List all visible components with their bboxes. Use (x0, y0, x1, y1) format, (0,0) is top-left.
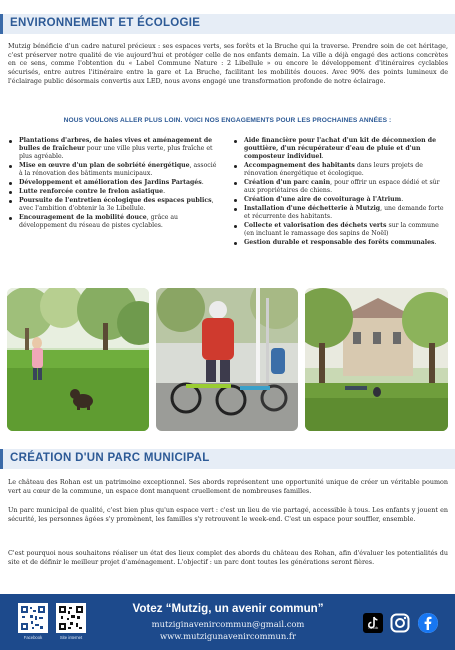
footer-banner (0, 594, 455, 650)
contact-email[interactable]: mutziginavenircommun@gmail.com (151, 619, 305, 629)
park-dog-photo (7, 288, 149, 431)
list-item: Aide financière pour l'achat d'un kit de déconnexion de gouttière, d'un récupérateur d'eau de pluie et d'un composteur individuel. (233, 137, 447, 161)
parc-paragraph-2: Un parc municipal de qualité, c'est bien plus qu'un espace vert : c'est un lieu de vie partagé, accessible à tous. Les enfants y jouent en sécurité, les personnes âgées s'y promènent, les familles s'y retrouvent le week-end. C'est un espace pour souffler, ensemble. (8, 506, 448, 523)
environnement-intro-paragraph: Mutzig bénéficie d'un cadre naturel précieux : ses espaces verts, ses forêts et la Bruche qui la traverse. Prendre soin de cet héritage, c'est préserver notre qualité de vie aujourd'hui et protéger celle de nos enfants demain. La ville a déjà engagé des actions concrètes en ce sens, comme l'obtention du « Label Commune Nature : 2 Libellule » ou encore le développement d'itinéraires cyclables sécurisés, entre autres l'itinéraire entre la gare et La Bruche, facilitant les mobilités douces. Avec 90% des points lumineux de l'éclairage public désormais convertis aux LED, nous avons engagé une transformation profonde de notre éclairage. (8, 42, 448, 85)
list-item: Accompagnement des habitants dans leurs projets de rénovation énergétique et écologique. (233, 162, 447, 178)
qr-code-icon[interactable] (18, 603, 48, 633)
tiktok-icon[interactable] (363, 613, 383, 633)
list-item: Encouragement de la mobilité douce, grâce au développement du réseau de pistes cyclables. (8, 214, 218, 230)
list-item: Création d'une aire de covoiturage à l'Atrium. (233, 196, 447, 204)
campaign-slogan: Votez “Mutzig, un avenir commun” (132, 602, 324, 615)
list-item: Poursuite de l'entretien écologique des espaces publics, avec l'ambition d'obtenir la 3e Libellule. (8, 197, 218, 213)
section-title-environnement: ENVIRONNEMENT ET ÉCOLOGIE (0, 14, 455, 34)
children-bicycles-photo (156, 288, 298, 431)
section-title-parc-municipal: CRÉATION D'UN PARC MUNICIPAL (0, 449, 455, 469)
qr-facebook-caption: Facebook (23, 635, 43, 640)
commitments-title: NOUS VOULONS ALLER PLUS LOIN. VOICI NOS ENGAGEMENTS POUR LES PROCHAINES ANNÉES : (63, 117, 392, 124)
tiktok-caption: TikTok (367, 626, 379, 630)
facebook-icon[interactable] (418, 613, 438, 633)
chateau-park-photo (305, 288, 448, 431)
commitments-list-left (8, 137, 218, 231)
qr-site-caption: Site internet (59, 635, 83, 640)
list-item: Création d'un parc canin, pour offrir un espace dédié et sûr aux propriétaires de chiens. (233, 179, 447, 195)
qr-code-icon[interactable] (56, 603, 86, 633)
commitments-list-right (233, 137, 447, 248)
campaign-website-link[interactable]: www.mutzigunavenircommun.fr (159, 631, 297, 641)
list-item: Plantations d'arbres, de haies vives et aménagement de bulles de fraîcheur pour une ville plus verte, plus fraîche et plus agréable. (8, 137, 218, 161)
parc-paragraph-3: C'est pourquoi nous souhaitons réaliser un état des lieux complet des abords du château des Rohan, afin d'évaluer les potentialités du site et de définir le meilleur projet d'aménagement. L'objectif : un parc dont toutes les générations seront fières. (8, 549, 448, 566)
list-item: Collecte et valorisation des déchets verts sur la commune (en incluant le ramassage des sapins de Noël) (233, 222, 447, 238)
instagram-icon[interactable] (390, 613, 410, 633)
list-item: Installation d'une déchetterie à Mutzig, une demande forte et récurrente des habitants. (233, 205, 447, 221)
parc-paragraph-1: Le château des Rohan est un patrimoine exceptionnel. Ses abords représentent une opportunité unique de créer un véritable poumon vert au cœur de la commune, un espace dont manquent cruellement de nombreuses familles. (8, 478, 448, 495)
list-item: Lutte renforcée contre le frelon asiatique. (8, 188, 218, 196)
list-item: Mise en œuvre d'un plan de sobriété énergétique, associé à la rénovation des bâtiments municipaux. (8, 162, 218, 178)
list-item: Gestion durable et responsable des forêts communales. (233, 239, 447, 247)
list-item: Développement et amélioration des Jardins Partagés. (8, 179, 218, 187)
